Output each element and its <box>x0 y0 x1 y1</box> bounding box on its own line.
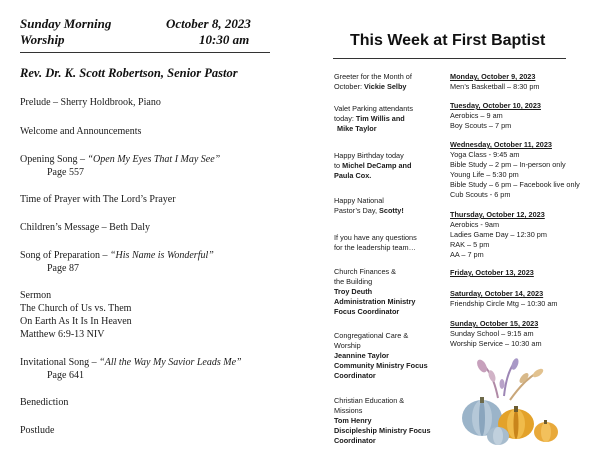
sermon-title: The Church of Us vs. Them <box>20 303 132 314</box>
opening-song <box>20 153 220 166</box>
event-item: Cub Scouts - 6 pm <box>450 190 511 199</box>
care-role-1: Community Ministry Focus <box>334 361 428 370</box>
education-line-1: Christian Education & <box>334 396 405 405</box>
care-role-2: Coordinator <box>334 371 376 380</box>
pastor-day-label: Pastor’s Day, <box>334 206 380 215</box>
education-name: Tom Henry <box>334 416 372 425</box>
event-item: Bible Study – 2 pm – In-person only <box>450 160 566 169</box>
care-line-1: Congregational Care & <box>334 331 409 340</box>
greeter-line-2 <box>334 82 412 92</box>
event-item: Aerobics – 9 am <box>450 111 503 120</box>
valet-names-1: Tim Willis and <box>355 114 405 123</box>
schedule-day <box>450 72 540 92</box>
birthday-note <box>334 151 411 181</box>
service-time: 10:30 am <box>199 32 250 47</box>
event-item: Worship Service – 10:30 am <box>450 339 542 348</box>
pastor-day-note <box>334 196 404 216</box>
schedule-day <box>450 268 534 278</box>
greeter-note <box>334 72 412 92</box>
prep-song-label: Song of Preparation – <box>20 250 110 261</box>
event-item: Boy Scouts – 7 pm <box>450 121 512 130</box>
inv-song-title: “All the Way My Savior Leads Me” <box>99 357 242 368</box>
event-item: Yoga Class - 9:45 am <box>450 150 520 159</box>
welcome: Welcome and Announcements <box>20 126 142 137</box>
day-heading: Wednesday, October 11, 2023 <box>450 140 552 149</box>
postlude: Postlude <box>20 425 55 436</box>
birthday-line-3 <box>334 171 411 181</box>
opening-song-label: Opening Song – <box>20 154 88 165</box>
birthday-label: to <box>334 161 343 170</box>
pastor-day-line-1: Happy National <box>334 196 384 205</box>
schedule-day <box>450 210 547 260</box>
event-item: Aerobics - 9am <box>450 220 500 229</box>
schedule-day <box>450 319 542 349</box>
day-heading: Friday, October 13, 2023 <box>450 268 534 277</box>
greeter-name: Vickie Selby <box>364 82 407 91</box>
sermon-heading: Sermon <box>20 290 52 301</box>
sermon-scripture: Matthew 6:9-13 NIV <box>20 329 105 340</box>
pumpkins-illustration-icon <box>458 358 564 448</box>
valet-names-2: Mike Taylor <box>337 124 377 133</box>
day-heading: Sunday, October 15, 2023 <box>450 319 539 328</box>
opening-song-page: Page 557 <box>47 167 84 178</box>
event-item: Young Life – 5:30 pm <box>450 170 519 179</box>
day-heading: Saturday, October 14, 2023 <box>450 289 544 298</box>
event-item: Men’s Basketball – 8:30 pm <box>450 82 540 91</box>
prep-song-title: “His Name is Wonderful” <box>110 250 214 261</box>
schedule-day <box>450 140 580 200</box>
education-role-1: Discipleship Ministry Focus <box>334 426 431 435</box>
pastor-day-line-2 <box>334 206 404 216</box>
greeter-line-1: Greeter for the Month of <box>334 72 412 81</box>
finance-name: Troy Deuth <box>334 287 373 296</box>
prep-song-page: Page 87 <box>47 263 79 274</box>
valet-note <box>334 104 413 134</box>
inv-song-page: Page 641 <box>47 370 84 381</box>
valet-label: today: <box>334 114 356 123</box>
care-contact <box>334 331 428 381</box>
title-divider <box>333 58 566 59</box>
birthday-names-1: Michel DeCamp and <box>342 161 412 170</box>
finance-line-1: Church Finances & <box>334 267 397 276</box>
finance-contact <box>334 267 416 317</box>
day-heading: Monday, October 9, 2023 <box>450 72 536 81</box>
birthday-line-2 <box>334 161 411 171</box>
questions-line-2: for the leadership team… <box>334 243 416 252</box>
valet-line-1: Valet Parking attendants <box>334 104 413 113</box>
event-item: Ladies Game Day – 12:30 pm <box>450 230 547 239</box>
song-of-preparation <box>20 249 214 262</box>
questions-line-1: If you have any questions <box>334 233 417 242</box>
schedule-day <box>450 289 557 309</box>
valet-line-3 <box>334 124 413 134</box>
invitational-song <box>20 356 242 369</box>
finance-role-2: Focus Coordinator <box>334 307 400 316</box>
education-role-2: Coordinator <box>334 436 376 445</box>
childrens-message: Children’s Message – Beth Daly <box>20 222 150 233</box>
questions-note <box>334 233 417 253</box>
event-item: Friendship Circle Mtg – 10:30 am <box>450 299 558 308</box>
finance-role-1: Administration Ministry <box>334 297 416 306</box>
birthday-line-1: Happy Birthday today <box>334 151 404 160</box>
finance-line-2: the Building <box>334 277 373 286</box>
pastor-day-name: Scotty! <box>379 206 404 215</box>
page-title: This Week at First Baptist <box>350 32 546 49</box>
education-contact <box>334 396 431 446</box>
valet-line-2 <box>334 114 413 124</box>
education-line-2: Missions <box>334 406 363 415</box>
event-item: Bible Study – 6 pm – Facebook live only <box>450 180 580 189</box>
event-item: Sunday School – 9:15 am <box>450 329 534 338</box>
prelude: Prelude – Sherry Holdbrook, Piano <box>20 97 161 108</box>
service-label: Worship <box>20 32 65 47</box>
pastor-name: Rev. Dr. K. Scott Robertson, Senior Pastor <box>20 66 238 80</box>
greeter-label: October: <box>334 82 365 91</box>
day-heading: Thursday, October 12, 2023 <box>450 210 545 219</box>
inv-song-label: Invitational Song – <box>20 357 100 368</box>
schedule-day <box>450 101 541 131</box>
birthday-names-2: Paula Cox. <box>334 171 372 180</box>
event-item: AA – 7 pm <box>450 250 484 259</box>
prayer: Time of Prayer with The Lord’s Prayer <box>20 194 176 205</box>
care-name: Jeannine Taylor <box>334 351 390 360</box>
day-heading: Tuesday, October 10, 2023 <box>450 101 541 110</box>
service-day: Sunday Morning <box>20 16 112 31</box>
service-date: October 8, 2023 <box>166 16 251 31</box>
header-divider <box>20 52 270 53</box>
care-line-2: Worship <box>334 341 361 350</box>
event-item: RAK – 5 pm <box>450 240 490 249</box>
benediction: Benediction <box>20 397 69 408</box>
sermon-subtitle: On Earth As It Is In Heaven <box>20 316 132 327</box>
opening-song-title: “Open My Eyes That I May See” <box>87 154 221 165</box>
